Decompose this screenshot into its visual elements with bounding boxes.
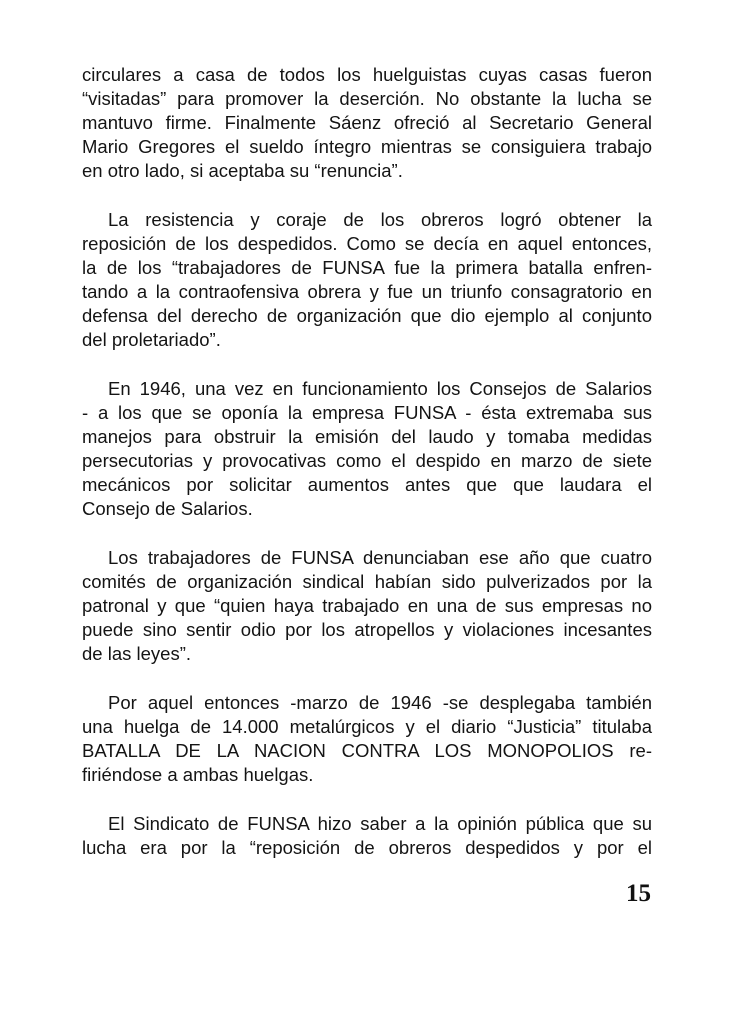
text-line: comités de organización sindical habían sido pulverizados por la (82, 571, 652, 592)
paragraph (82, 812, 652, 860)
paragraph (82, 546, 652, 666)
text-line: manejos para obstruir la emisión del laudo y tomaba medidas (82, 426, 652, 447)
text-line: patronal y que “quien haya trabajado en una de sus empresas no (82, 595, 652, 616)
text-line: una huelga de 14.000 metalúrgicos y el diario “Justicia” titulaba (82, 716, 652, 737)
text-line: La resistencia y coraje de los obreros logró obtener la (108, 209, 652, 230)
text-line: puede sino sentir odio por los atropellos y violaciones incesantes (82, 619, 652, 640)
text-line: mantuvo firme. Finalmente Sáenz ofreció al Secretario General (82, 112, 652, 133)
text-line: Los trabajadores de FUNSA denunciaban ese año que cuatro (108, 547, 652, 568)
text-line: firiéndose a ambas huelgas. (82, 764, 314, 785)
text-line: en otro lado, si aceptaba su “renuncia”. (82, 160, 403, 181)
text-line: “visitadas” para promover la deserción. No obstante la lucha se (82, 88, 652, 109)
body-text (82, 63, 652, 885)
text-line: circulares a casa de todos los huelguistas cuyas casas fueron (82, 64, 652, 85)
text-line: del proletariado”. (82, 329, 221, 350)
text-line: de las leyes”. (82, 643, 191, 664)
paragraph (82, 208, 652, 352)
paragraph (82, 691, 652, 787)
text-line: En 1946, una vez en funcionamiento los Consejos de Salarios (108, 378, 652, 399)
page-number: 15 (626, 880, 651, 907)
text-line: Mario Gregores el sueldo íntegro mientras se consiguiera trabajo (82, 136, 652, 157)
text-line: reposición de los despedidos. Como se decía en aquel entonces, (82, 233, 652, 254)
text-line: El Sindicato de FUNSA hizo saber a la opinión pública que su (108, 813, 652, 834)
text-line: la de los “trabajadores de FUNSA fue la primera batalla enfren- (82, 257, 652, 278)
text-line: Por aquel entonces -marzo de 1946 -se desplegaba también (108, 692, 652, 713)
text-line: mecánicos por solicitar aumentos antes que que laudara el (82, 474, 652, 495)
text-line: persecutorias y provocativas como el despido en marzo de siete (82, 450, 652, 471)
paragraph (82, 377, 652, 521)
paragraph (82, 63, 652, 183)
text-line: - a los que se oponía la empresa FUNSA - ésta extremaba sus (82, 402, 652, 423)
text-line: defensa del derecho de organización que dio ejemplo al conjunto (82, 305, 652, 326)
text-line: lucha era por la “reposición de obreros despedidos y por el (82, 837, 652, 858)
text-line: Consejo de Salarios. (82, 498, 253, 519)
text-line: BATALLA DE LA NACION CONTRA LOS MONOPOLIOS re- (82, 740, 652, 761)
text-line: tando a la contraofensiva obrera y fue un triunfo consagratorio en (82, 281, 652, 302)
